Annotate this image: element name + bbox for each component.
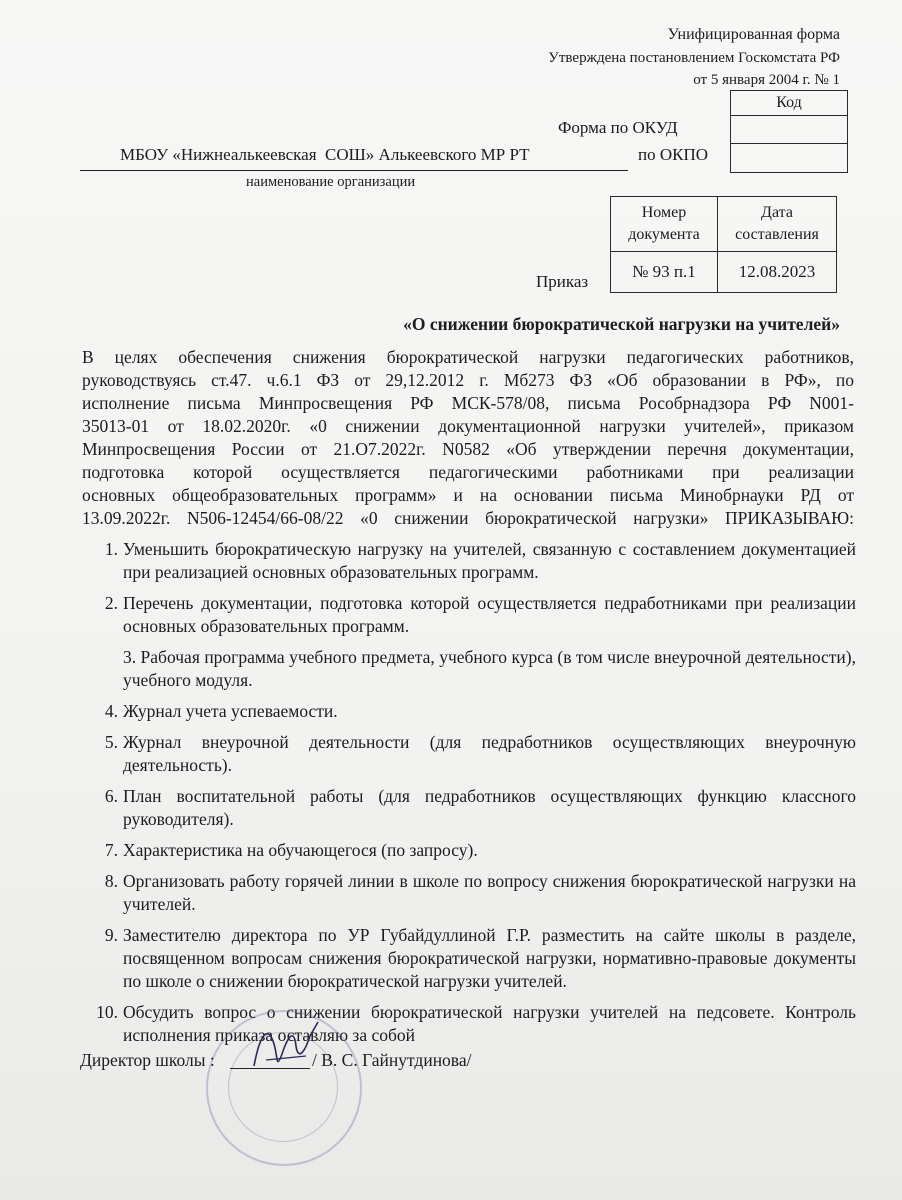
doc-date-header-line2: составления bbox=[735, 226, 819, 243]
order-items-list bbox=[86, 538, 856, 1047]
organization-name: МБОУ «Нижнеалькеевская СОШ» Алькеевского МР РТ bbox=[120, 145, 530, 164]
list-item-text: План воспитательной работы (для педработников осуществляющих функцию классного руководителя). bbox=[123, 786, 856, 829]
preamble-line: подготовка которой осуществляется педагогическими работниками при реализации bbox=[82, 462, 854, 482]
doc-number-value: № 93 п.1 bbox=[611, 252, 718, 293]
list-item bbox=[86, 592, 856, 638]
doc-date-header-line1: Дата bbox=[761, 204, 793, 221]
list-item bbox=[86, 839, 856, 862]
preamble-line: основных общеобразовательных программ» и на основании письма Минобрнауки РД от bbox=[82, 485, 854, 505]
list-item bbox=[86, 538, 856, 584]
list-item bbox=[86, 731, 856, 777]
list-item-number: 2. bbox=[104, 593, 118, 613]
order-title: «О снижении бюрократической нагрузки на учителей» bbox=[403, 314, 840, 334]
list-item bbox=[86, 870, 856, 916]
preamble-line: В целях обеспечения снижения бюрократической нагрузки педагогических работников, bbox=[82, 347, 854, 367]
list-item bbox=[86, 1001, 856, 1047]
list-item-text: Обсудить вопрос о снижении бюрократической нагрузки учителей на педсовете. Контроль исполнения приказа оставляю за собой bbox=[123, 1002, 856, 1045]
list-item-text: Уменьшить бюрократическую нагрузку на учителей, связанную с составлением документацией при реализацией основных образовательных программ. bbox=[123, 539, 856, 582]
okpo-code-cell bbox=[731, 144, 848, 173]
list-item-text: Журнал учета успеваемости. bbox=[123, 701, 338, 721]
okud-code-cell bbox=[731, 116, 848, 144]
list-item-number: 1. bbox=[104, 539, 118, 559]
header-date-line: от 5 января 2004 г. № 1 bbox=[693, 72, 840, 88]
signature-label: Директор школы : bbox=[80, 1050, 215, 1070]
list-item-number: 8. bbox=[104, 871, 118, 891]
director-name: / В. С. Гайнутдинова/ bbox=[312, 1050, 472, 1070]
preamble-line: исполнение письма Минпросвещения РФ МСК-578/08, письма Рособрнадзора РФ N001- bbox=[82, 393, 854, 413]
organization-line bbox=[80, 144, 628, 171]
preamble bbox=[82, 346, 854, 530]
doc-number-header bbox=[611, 197, 718, 252]
okud-label: Форма по ОКУД bbox=[558, 118, 678, 137]
header-unified-form: Унифицированная форма bbox=[667, 26, 840, 43]
doc-date-header bbox=[718, 197, 837, 252]
preamble-line: 13.09.2022г. N506-12454/66-08/22 «0 снижении бюрократической нагрузки» ПРИКАЗЫВАЮ: bbox=[82, 508, 854, 528]
doc-number-header-line1: Номер bbox=[641, 204, 687, 221]
okpo-label: по ОКПО bbox=[638, 145, 709, 164]
list-item-text: Журнал внеурочной деятельности (для педработников осуществляющих внеурочную деятельность). bbox=[123, 732, 856, 775]
list-item-number: 9. bbox=[104, 925, 118, 945]
preamble-line: 35013-01 от 18.02.2020г. «0 снижении документационной нагрузки учителей», приказом bbox=[82, 416, 854, 436]
header-approved-by: Утверждена постановлением Госкомстата РФ bbox=[548, 50, 840, 66]
list-item-number: 6. bbox=[104, 786, 118, 806]
list-item-number: 7. bbox=[104, 840, 118, 860]
list-item-number: 4. bbox=[104, 701, 118, 721]
doc-date-value: 12.08.2023 bbox=[718, 252, 837, 293]
list-item-text: Характеристика на обучающегося (по запросу). bbox=[123, 840, 478, 860]
codes-header: Код bbox=[731, 91, 848, 116]
preamble-line: Минпросвещения России от 21.О7.2022г. N0582 «Об утверждении перечня документации, bbox=[82, 439, 854, 459]
document-info-table bbox=[610, 196, 837, 293]
preamble-line: руководствуясь ст.47. ч.6.1 ФЗ от 29,12.2012 г. Мб273 ФЗ «Об образовании в РФ», по bbox=[82, 370, 854, 390]
list-item-text: Перечень документации, подготовка которой осуществляется педработниками при реализации основных образовательных программ. bbox=[123, 593, 856, 636]
list-item-text: 3. Рабочая программа учебного предмета, учебного курса (в том числе внеурочной деятельности), учебного модуля. bbox=[123, 647, 856, 690]
list-item bbox=[86, 646, 856, 692]
list-item bbox=[86, 924, 856, 993]
list-item-number: 5. bbox=[104, 732, 118, 752]
organization-caption: наименование организации bbox=[246, 174, 416, 190]
list-item bbox=[86, 700, 856, 723]
doc-number-header-line2: документа bbox=[628, 226, 700, 243]
list-item-text: Организовать работу горячей линии в школе по вопросу снижения бюрократической нагрузки на учителей. bbox=[123, 871, 856, 914]
list-item-number: 10. bbox=[96, 1002, 118, 1022]
list-item bbox=[86, 785, 856, 831]
document-type: Приказ bbox=[536, 272, 589, 291]
codes-table bbox=[730, 90, 848, 173]
list-item-text: Заместителю директора по УР Губайдуллиной Г.Р. разместить на сайте школы в разделе, посвященном вопросам снижения бюрократической нагрузки, нормативно-правовые документы по школе о снижении бюрократической нагрузки учителей. bbox=[123, 925, 856, 991]
